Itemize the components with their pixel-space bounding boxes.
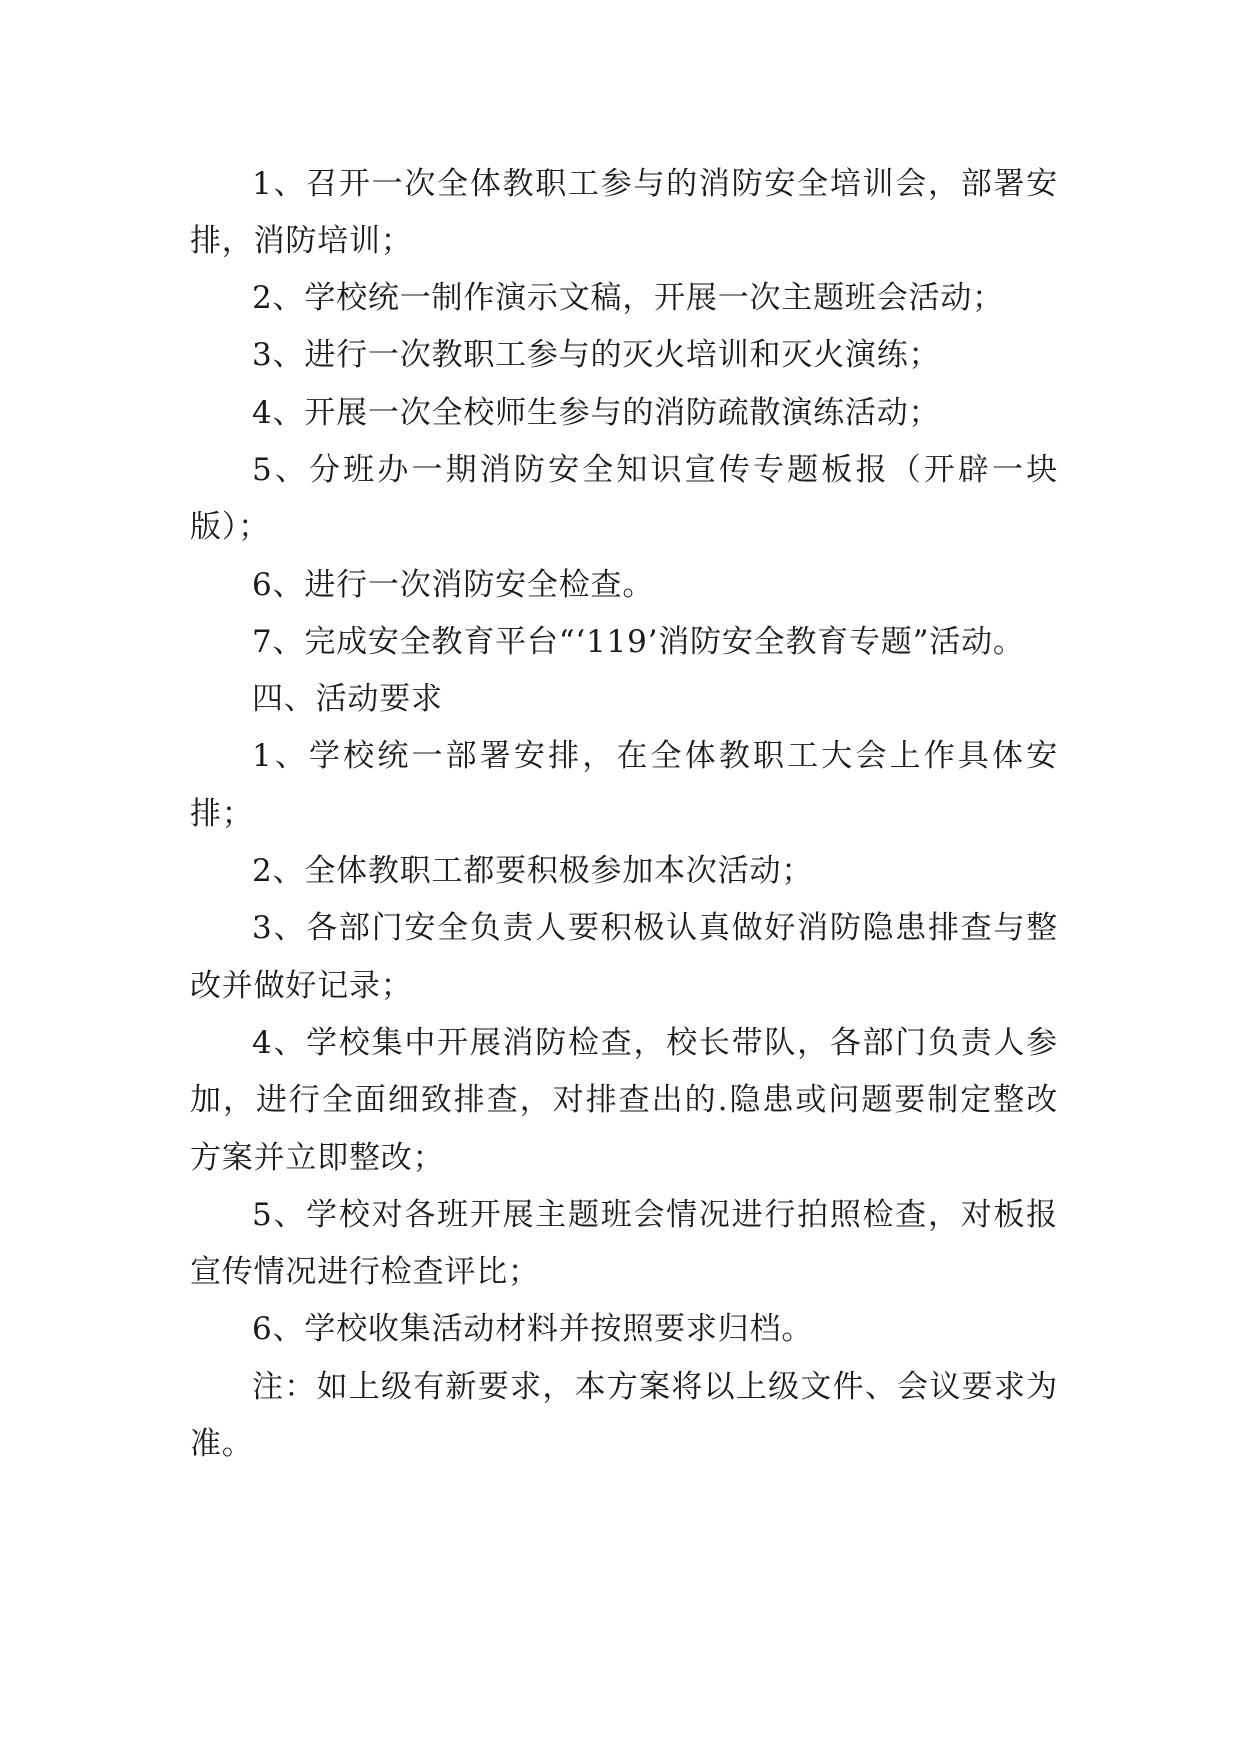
list-item-photo-check: 5、学校对各班开展主题班会情况进行拍照检查，对板报宣传情况进行检查评比； <box>190 1196 1058 1291</box>
list-item-unified-arrangement: 1、学校统一部署安排，在全体教职工大会上作具体安排； <box>190 738 1058 832</box>
list-item-centralized-inspection: 4、学校集中开展消防检查，校长带队，各部门负责人参加，进行全面细致排查，对排查出的.隐患或问题要制定整改方案并立即整改； <box>190 1024 1058 1176</box>
document-body <box>190 156 1058 1474</box>
list-item-archive: 6、学校收集活动材料并按照要求归档。 <box>252 1311 814 1348</box>
list-item-convene-training: 1、召开一次全体教职工参与的消防安全培训会，部署安排，消防培训； <box>190 165 1058 259</box>
list-item-fire-drill: 3、进行一次教职工参与的灭火培训和灭火演练； <box>252 337 941 374</box>
list-item-blackboard: 5、分班办一期消防安全知识宣传专题板报（开辟一块版）； <box>190 451 1058 546</box>
list-item-education-platform: 7、完成安全教育平台“‘119’消防安全教育专题”活动。 <box>252 623 1025 660</box>
list-item-safety-inspection: 6、进行一次消防安全检查。 <box>252 566 655 603</box>
section-heading-requirements: 四、活动要求 <box>252 681 443 718</box>
list-item-class-meeting: 2、学校统一制作演示文稿，开展一次主题班会活动； <box>252 280 1004 317</box>
list-item-evacuation-drill: 4、开展一次全校师生参与的消防疏散演练活动； <box>252 394 941 431</box>
list-item-hazard-check: 3、各部门安全负责人要积极认真做好消防隐患排查与整改并做好记录； <box>190 910 1058 1004</box>
list-item-staff-participation: 2、全体教职工都要积极参加本次活动； <box>252 853 814 890</box>
note-paragraph: 注：如上级有新要求，本方案将以上级文件、会议要求为准。 <box>190 1368 1058 1463</box>
